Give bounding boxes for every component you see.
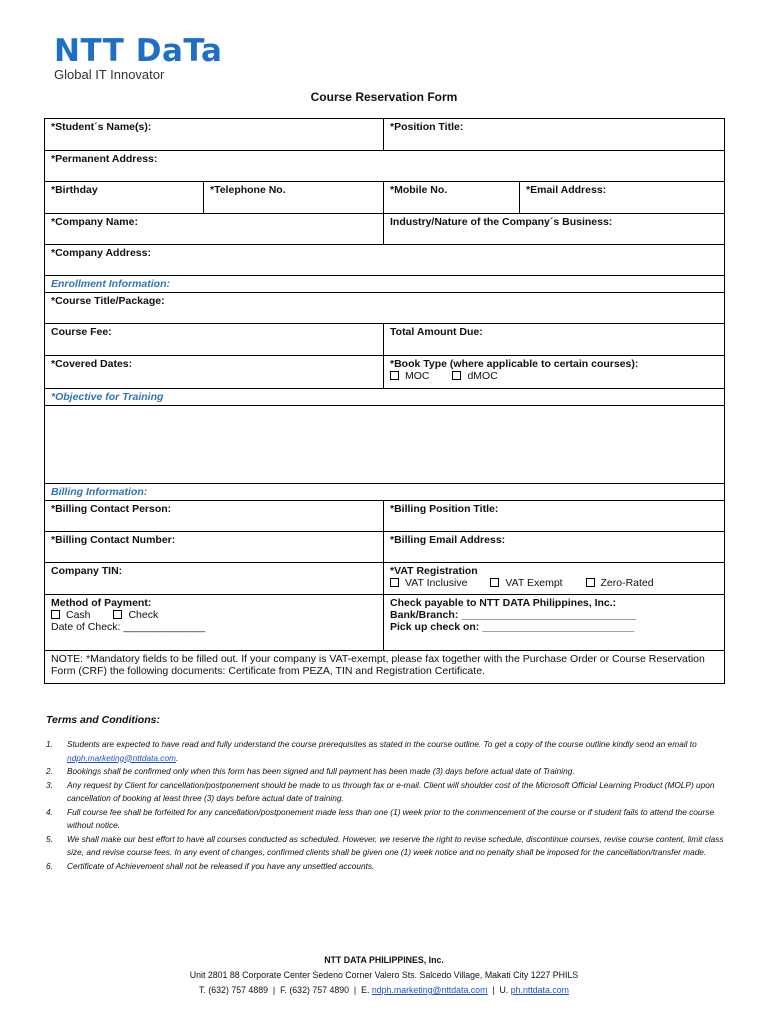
checkbox-icon[interactable] — [113, 610, 122, 619]
company-address-field[interactable]: *Company Address: — [45, 245, 725, 276]
mandatory-note: NOTE: *Mandatory fields to be filled out. If your company is VAT-exempt, please fax together with the Purchase Order or Course Reservation Form (CRF) the following documents: Certificate from PEZA, TIN and Registration Certificate. — [45, 651, 725, 684]
company-tin-field[interactable]: Company TIN: — [45, 563, 384, 595]
check-label: Check — [128, 609, 159, 621]
industry-field[interactable]: Industry/Nature of the Company´s Business: — [384, 214, 725, 245]
vat-inclusive-label: VAT Inclusive — [405, 577, 468, 589]
payment-options — [51, 609, 377, 621]
list-item — [46, 765, 726, 779]
moc-label: MOC — [405, 370, 430, 382]
list-item — [46, 860, 726, 874]
logo-wordmark: NTT DaTa — [54, 33, 223, 69]
position-title-field[interactable]: *Position Title: — [384, 119, 725, 151]
footer-url-link[interactable]: ph.nttdata.com — [510, 985, 569, 995]
checkbox-icon[interactable] — [51, 610, 60, 619]
check-payable-field — [384, 595, 725, 651]
footer-url-label: U. — [499, 985, 509, 995]
dmoc-label: dMOC — [467, 370, 498, 382]
email-link[interactable]: ndph.marketing@nttdata.com — [67, 752, 176, 763]
footer-tel: T. (632) 757 4889 — [199, 985, 269, 995]
objective-section-heading: *Objective for Training — [45, 389, 725, 406]
term-number: 2. — [46, 766, 53, 776]
vat-exempt-option[interactable] — [490, 577, 562, 589]
logo-tagline: Global IT Innovator — [54, 67, 165, 82]
check-payable-label: Check payable to NTT DATA Philippines, Inc.: — [390, 597, 617, 609]
vat-inclusive-option[interactable] — [390, 577, 467, 589]
objective-textarea[interactable] — [45, 406, 725, 484]
footer-fax: F. (632) 757 4890 — [280, 985, 350, 995]
book-option-dmoc[interactable] — [452, 370, 497, 382]
footer-email-link[interactable]: ndph.marketing@nttdata.com — [371, 985, 488, 995]
billing-section-heading: Billing Information: — [45, 484, 725, 501]
book-type-field — [384, 356, 725, 389]
footer-company: NTT DATA PHILIPPINES, Inc. — [324, 955, 444, 965]
vat-registration-label: *VAT Registration — [390, 565, 478, 577]
terms-list — [46, 738, 726, 873]
course-title-field[interactable]: *Course Title/Package: — [45, 293, 725, 324]
date-of-check-field[interactable]: Date of Check: ______________ — [51, 621, 206, 633]
term-text: Bookings shall be confirmed only when this form has been signed and full payment has been made (3) days before actual date of Training. — [67, 766, 575, 776]
footer-email-label: E. — [361, 985, 370, 995]
checkbox-icon[interactable] — [390, 371, 399, 380]
term-text-after: . — [175, 752, 179, 763]
footer — [0, 953, 768, 998]
company-name-field[interactable]: *Company Name: — [45, 214, 384, 245]
zero-rated-option[interactable] — [586, 577, 654, 589]
form-title: Course Reservation Form — [310, 90, 458, 104]
term-number: 1. — [46, 739, 53, 749]
check-option[interactable] — [113, 609, 158, 621]
term-number: 3. — [46, 779, 53, 790]
checkbox-icon[interactable] — [452, 371, 461, 380]
list-item — [46, 806, 726, 833]
term-text: Certificate of Achievement shall not be released if you have any unsettled accounts. — [67, 860, 375, 871]
book-option-moc[interactable] — [390, 370, 430, 382]
list-item — [46, 779, 726, 806]
vat-options — [390, 577, 718, 589]
billing-position-field[interactable]: *Billing Position Title: — [384, 501, 725, 532]
billing-number-field[interactable]: *Billing Contact Number: — [45, 532, 384, 563]
vat-exempt-label: VAT Exempt — [505, 577, 563, 589]
footer-address: Unit 2801 88 Corporate Center Sedeno Corner Valero Sts. Salcedo Village, Makati City 1227 PHILS — [189, 970, 579, 980]
checkbox-icon[interactable] — [390, 578, 399, 587]
term-number: 6. — [46, 860, 53, 871]
book-type-label: *Book Type (where applicable to certain courses): — [390, 358, 639, 370]
total-amount-field[interactable]: Total Amount Due: — [384, 324, 725, 356]
term-number: 5. — [46, 833, 53, 844]
zero-rated-label: Zero-Rated — [600, 577, 654, 589]
vat-registration-field — [384, 563, 725, 595]
student-names-field[interactable]: *Student´s Name(s): — [45, 119, 384, 151]
list-item — [46, 738, 726, 765]
term-text: We shall make our best effort to have all courses conducted as scheduled. However, we reserve the right to revise schedule, discontinue courses, revise course content, limit class size, and revise course fees. In any event of changes, confirmed clients shall be given one (1) week notice and no penalty shall be imposed for the cancellation/transfer made. — [67, 833, 724, 857]
term-text: Full course fee shall be forfeited for any cancellation/postponement made less than one (1) week prior to the commencement of the course or if student fails to attend the course without notice. — [67, 806, 715, 830]
birthday-field[interactable]: *Birthday — [45, 182, 204, 214]
pickup-check-field[interactable]: Pick up check on: __________________________ — [390, 621, 635, 633]
cash-label: Cash — [66, 609, 91, 621]
cash-option[interactable] — [51, 609, 91, 621]
ntt-data-logo — [54, 33, 223, 82]
term-text: Students are expected to have read and fully understand the course prerequisites as stated in the course outline. To get a copy of the course outline kindly send an email to — [67, 739, 697, 749]
enrollment-section-heading: Enrollment Information: — [45, 276, 725, 293]
reservation-form-table — [44, 118, 725, 684]
terms-title: Terms and Conditions: — [46, 714, 160, 726]
permanent-address-field[interactable]: *Permanent Address: — [45, 151, 725, 182]
payment-method-label: Method of Payment: — [51, 597, 152, 609]
term-text: Any request by Client for cancellation/postponement should be made to us through fax or e-mail. Client will shoulder cost of the Microsoft Official Learning Product (MOLP) upon cancellation of booking at least three (3) days before actual date of training. — [67, 779, 715, 803]
mobile-field[interactable]: *Mobile No. — [384, 182, 520, 214]
bank-branch-field[interactable]: Bank/Branch: ______________________________ — [390, 609, 637, 621]
term-number: 4. — [46, 806, 53, 817]
footer-contacts: T. (632) 757 4889 | F. (632) 757 4890 | E. ndph.marketing@nttdata.com | U. ph.nttdata.com — [199, 985, 569, 995]
billing-email-field[interactable]: *Billing Email Address: — [384, 532, 725, 563]
checkbox-icon[interactable] — [586, 578, 595, 587]
checkbox-icon[interactable] — [490, 578, 499, 587]
book-type-options — [390, 370, 718, 382]
email-field[interactable]: *Email Address: — [520, 182, 725, 214]
telephone-field[interactable]: *Telephone No. — [204, 182, 384, 214]
covered-dates-field[interactable]: *Covered Dates: — [45, 356, 384, 389]
list-item — [46, 833, 726, 860]
course-fee-field[interactable]: Course Fee: — [45, 324, 384, 356]
billing-contact-field[interactable]: *Billing Contact Person: — [45, 501, 384, 532]
payment-method-field — [45, 595, 384, 651]
